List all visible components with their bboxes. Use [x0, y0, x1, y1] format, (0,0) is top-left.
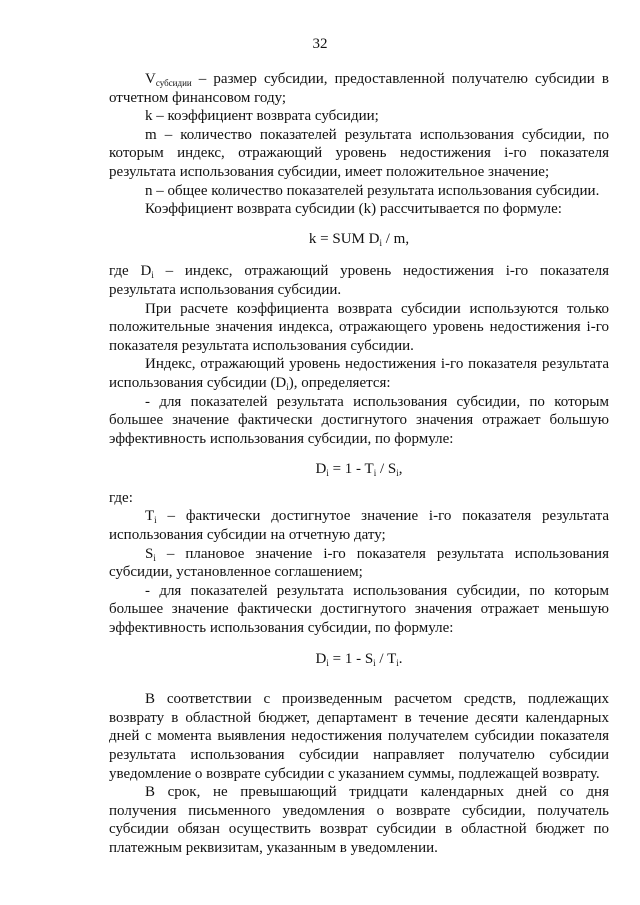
page-number: 32 — [312, 36, 328, 52]
paragraph-v-subsidy: $V_{субсидии}$ – размер субсидии, предоставленной получателю субсидии в отчетном финансовом году; — [109, 71, 609, 106]
formula-di-1: $D_i = 1 - T_i / S_i$, — [315, 461, 403, 479]
paragraph-where: где: — [109, 489, 133, 506]
paragraph-m: m – количество показателей результата использования субсидии, по которым индекс, отражающий уровень недостижения i-го показателя результата использования субсидии, имеет положительное значение; — [109, 126, 609, 180]
formula-k: k = SUM $D_i$ / m, — [308, 230, 410, 248]
document-body — [109, 70, 609, 858]
paragraph-formula-intro: Коэффициент возврата субсидии (k) рассчитывается по формуле: — [145, 201, 562, 218]
paragraph-refund-notice: В соответствии с произведенным расчетом средств, подлежащих возврату в областной бюджет, департамент в течение десяти календарных дней с момента выявления недостижения получателем субсидии показателя результата использования субсидии направляет получателю субсидии уведомление о возврате субсидии с указанием суммы, подлежащей возврату. — [109, 691, 609, 782]
paragraph-si: $S_i$ – плановое значение i-го показателя результата использования субсидии, установленное соглашением; — [109, 545, 609, 581]
formula-di-2: $D_i = 1 - S_i / T_i$. — [315, 650, 403, 668]
paragraph-positive-values: При расчете коэффициента возврата субсидии используются только положительные значения индекса, отражающего уровень недостижения i-го показателя результата использования субсидии. — [109, 300, 609, 354]
paragraph-k: k – коэффициент возврата субсидии; — [145, 108, 379, 125]
paragraph-case-greater: - для показателей результата использования субсидии, по которым большее значение фактически достигнутого значения отражает большую эффективность использования субсидии, по формуле: — [109, 393, 609, 447]
paragraph-ti: $T_i$ – фактически достигнутое значение i-го показателя результата использования субсидии на отчетную дату; — [109, 508, 609, 544]
paragraph-where-di: где $D_i$ – индекс, отражающий уровень недостижения i-го показателя результата использования субсидии. — [109, 263, 609, 298]
paragraph-index-definition: Индекс, отражающий уровень недостижения i-го показателя результата использования субсидии $(D_i)$, определяется: — [109, 356, 609, 392]
paragraph-n: n – общее количество показателей результата использования субсидии. — [145, 182, 600, 199]
paragraph-case-lesser: - для показателей результата использования субсидии, по которым большее значение фактически достигнутого значения отражает меньшую эффективность использования субсидии, по формуле: — [109, 582, 609, 637]
paragraph-refund-deadline: В срок, не превышающий тридцати календарных дней со дня получения письменного уведомления о возврате субсидии, получатель субсидии обязан осуществить возврат субсидии в областной бюджет по платежным реквизитам, указанным в уведомлении. — [109, 784, 609, 856]
